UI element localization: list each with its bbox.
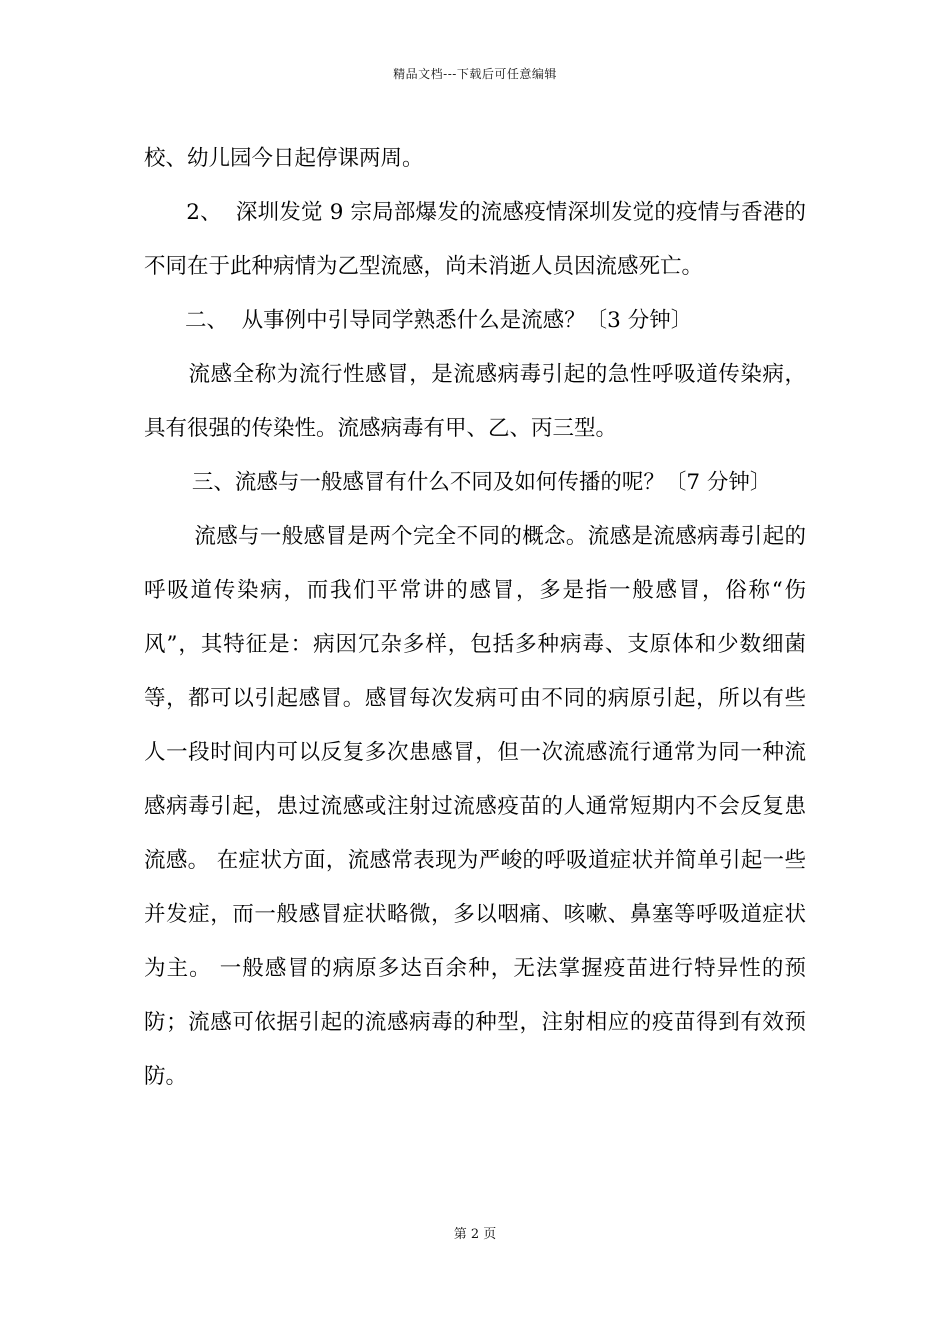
page-number: 第 2 页: [453, 1227, 497, 1242]
paragraph-school-closure: 校、幼儿园今日起停课两周。: [144, 146, 424, 171]
paragraph-flu-vs-cold: 流感与一般感冒是两个完全不同的概念。流感是流感病毒引起的呼吸道传染病，而我们平常讲的感冒，多是指一般感冒，俗称“伤风”，其特征是：病因冗杂多样，包括多种病毒、支原体和少数细菌等，都可以引起感冒。感冒每次发病可由不同的病原引起，所以有些人一段时间内可以反复多次患感冒，但一次流感流行通常为同一种流感病毒引起，患过流感或注射过流感疫苗的人通常短期内不会反复患流感。 在症状方面，流感常表现为严峻的呼吸道症状并简单引起一些并发症，而一般感冒症状略微，多以咽痛、咳嗽、鼻塞等呼吸道症状为主。 一般感冒的病原多达百余种，无法掌握疫苗进行特异性的预防；流感可依据引起的流感病毒的种型，注射相应的疫苗得到有效预防。: [144, 524, 806, 1089]
paragraph-flu-definition: 流感全称为流行性感冒，是流感病毒引起的急性呼吸道传染病，具有很强的传染性。流感病毒有甲、乙、丙三型。: [144, 362, 806, 441]
document-body: [144, 132, 806, 1104]
section-heading-flu-vs-cold: 三、流感与一般感冒有什么不同及如何传播的呢？〔7 分钟〕: [144, 470, 772, 495]
page-header: 精品文档---下载后可任意编辑: [393, 67, 557, 81]
section-heading-what-is-flu: 二、 从事例中引导同学熟悉什么是流感？〔3 分钟〕: [144, 308, 693, 333]
paragraph-shenzhen-outbreak: 2、 深圳发觉 9 宗局部爆发的流感疫情深圳发觉的疫情与香港的不同在于此种病情为乙型流感，尚未消逝人员因流感死亡。: [144, 200, 806, 279]
